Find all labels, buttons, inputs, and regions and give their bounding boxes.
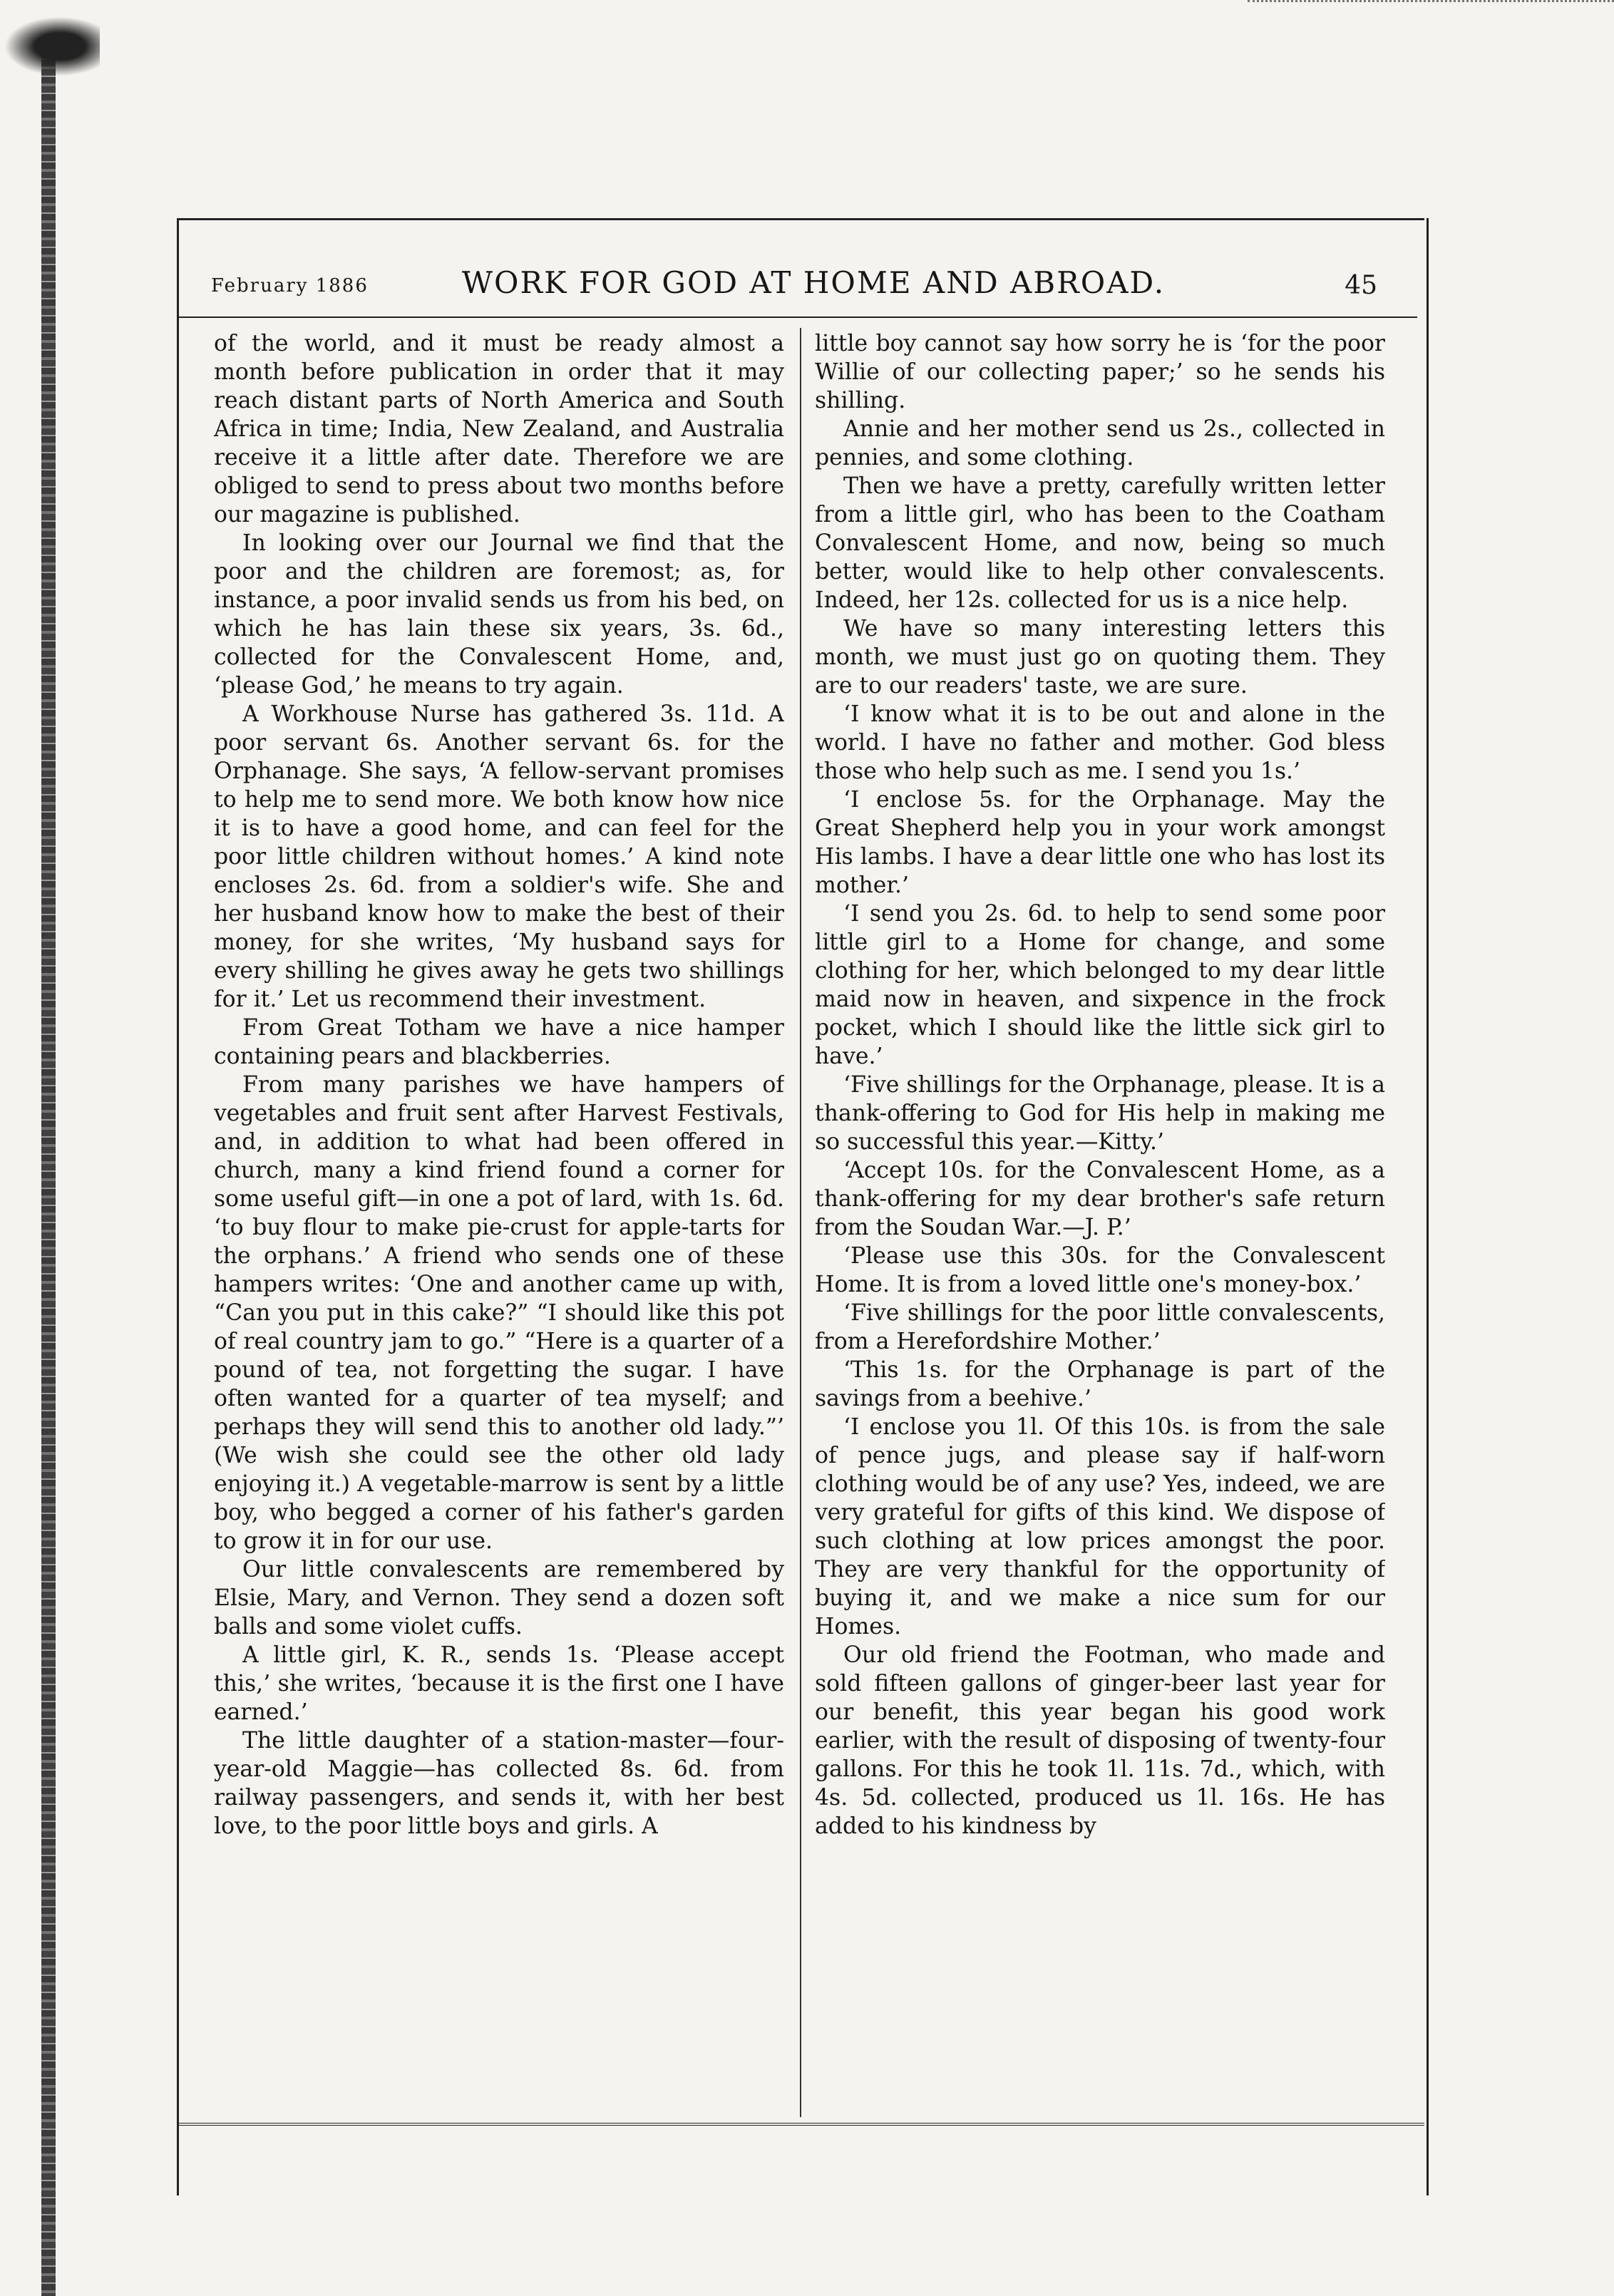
running-header — [211, 265, 1420, 315]
paragraph: From Great Totham we have a nice hamper containing pears and blackberries. — [214, 1015, 784, 1069]
right-column — [815, 329, 1385, 2111]
header-date: February 1886 — [211, 275, 369, 297]
paragraph: of the world, and it must be ready almost a month before publication in order that it may reach distant parts of North America and South Africa in time; India, New Zealand, and Australia receive it a little after date. Therefore we are obliged to send to press about two months before our magazine is published. — [214, 331, 784, 527]
paragraph: Then we have a pretty, carefully written letter from a little girl, who has been to the Coatham Convalescent Home, and now, being so much better, would like to help other convalescents. Indeed, her 12s. collected for us is a nice help. — [815, 473, 1385, 613]
paragraph: ‘Five shillings for the poor little convalescents, from a Herefordshire Mother.’ — [815, 1300, 1385, 1354]
paragraph: ‘Accept 10s. for the Convalescent Home, as a thank-offering for my dear brother's safe return from the Soudan War.—J. P.’ — [815, 1158, 1385, 1240]
paragraph: ‘Five shillings for the Orphanage, please. It is a thank-offering to God for His help in making me so successful this year.—Kitty.’ — [815, 1072, 1385, 1155]
paragraph: A little girl, K. R., sends 1s. ‘Please accept this,’ she writes, ‘because it is the first one I have earned.’ — [214, 1642, 784, 1725]
paragraph: Our little convalescents are remembered by Elsie, Mary, and Vernon. They send a dozen soft balls and some violet cuffs. — [214, 1557, 784, 1639]
paragraph: The little daughter of a station-master—four-year-old Maggie—has collected 8s. 6d. from railway passengers, and sends it, with her best love, to the poor little boys and girls. A — [214, 1728, 784, 1839]
header-rule — [177, 316, 1417, 318]
page-number: 45 — [1345, 271, 1377, 300]
paragraph: Our old friend the Footman, who made and sold fifteen gallons of ginger-beer last year for our benefit, this year began his good work earlier, with the result of disposing of twenty-four gallons. For this he took 1l. 11s. 7d., which, with 4s. 5d. collected, produced us 1l. 16s. He has added to his kindness by — [815, 1642, 1385, 1839]
paragraph: ‘I send you 2s. 6d. to help to send some poor little girl to a Home for change, and some clothing for her, which belonged to my dear little maid now in heaven, and sixpence in the frock pocket, which I should like the little sick girl to have.’ — [815, 901, 1385, 1069]
paragraph: From many parishes we have hampers of vegetables and fruit sent after Harvest Festivals, and, in addition to what had been offered in church, many a kind friend found a corner for some useful gift—in one a pot of lard, with 1s. 6d. ‘to buy flour to make pie-crust for apple-tarts for the orphans.’ A friend who sends one of these hampers writes: ‘One and another came up with, “Can you put in this cake?” “I should like this pot of real country jam to go.” “Here is a quarter of a pound of tea, not forgetting the sugar. I have often wanted for a quarter of tea myself; and perhaps they will send this to another old lady.”’ (We wish she could see the other old lady enjoying it.) A vegetable-marrow is sent by a little boy, who begged a corner of his father's garden to grow it in for our use. — [214, 1072, 784, 1554]
left-column — [214, 329, 784, 2111]
paragraph: ‘I enclose 5s. for the Orphanage. May the Great Shepherd help you in your work amongst His lambs. I have a dear little one who has lost its mother.’ — [815, 787, 1385, 898]
paragraph: ‘I know what it is to be out and alone in the world. I have no father and mother. God bless those who help such as me. I send you 1s.’ — [815, 701, 1385, 784]
paragraph: ‘Please use this 30s. for the Convalescent Home. It is from a loved little one's money-box.’ — [815, 1243, 1385, 1297]
column-divider — [800, 328, 801, 2117]
top-edge-marks — [1248, 0, 1614, 16]
paragraph: In looking over our Journal we find that the poor and the children are foremost; as, for instance, a poor invalid sends us from his bed, on which he has lain these six years, 3s. 6d., collected for the Convalescent Home, and, ‘please God,’ he means to try again. — [214, 530, 784, 699]
paragraph: little boy cannot say how sorry he is ‘for the poor Willie of our collecting paper;’ so he sends his shilling. — [815, 331, 1385, 413]
paragraph: We have so many interesting letters this month, we must just go on quoting them. They are to our readers' taste, we are sure. — [815, 616, 1385, 699]
book-binding-edge — [41, 43, 56, 2296]
paragraph: ‘I enclose you 1l. Of this 10s. is from the sale of pence jugs, and please say if half-worn clothing would be of any use? Yes, indeed, we are very grateful for gifts of this kind. We dispose of such clothing at low prices amongst the poor. They are very thankful for the opportunity of buying it, and we make a nice sum for our Homes. — [815, 1414, 1385, 1639]
paragraph: A Workhouse Nurse has gathered 3s. 11d. A poor servant 6s. Another servant 6s. for the Orphanage. She says, ‘A fellow-servant promises to help me to send more. We both know how nice it is to have a good home, and can feel for the poor little children without homes.’ A kind note encloses 2s. 6d. from a soldier's wife. She and her husband know how to make the best of their money, for she writes, ‘My husband says for every shilling he gives away he gets two shillings for it.’ Let us recommend their investment. — [214, 701, 784, 1012]
frame-top-rule — [177, 218, 1424, 220]
paragraph: Annie and her mother send us 2s., collected in pennies, and some clothing. — [815, 416, 1385, 470]
footer-rule — [177, 2123, 1424, 2126]
binding-smudge — [0, 14, 100, 78]
paragraph: ‘This 1s. for the Orphanage is part of the savings from a beehive.’ — [815, 1357, 1385, 1411]
header-title: WORK FOR GOD AT HOME AND ABROAD. — [461, 265, 1166, 300]
